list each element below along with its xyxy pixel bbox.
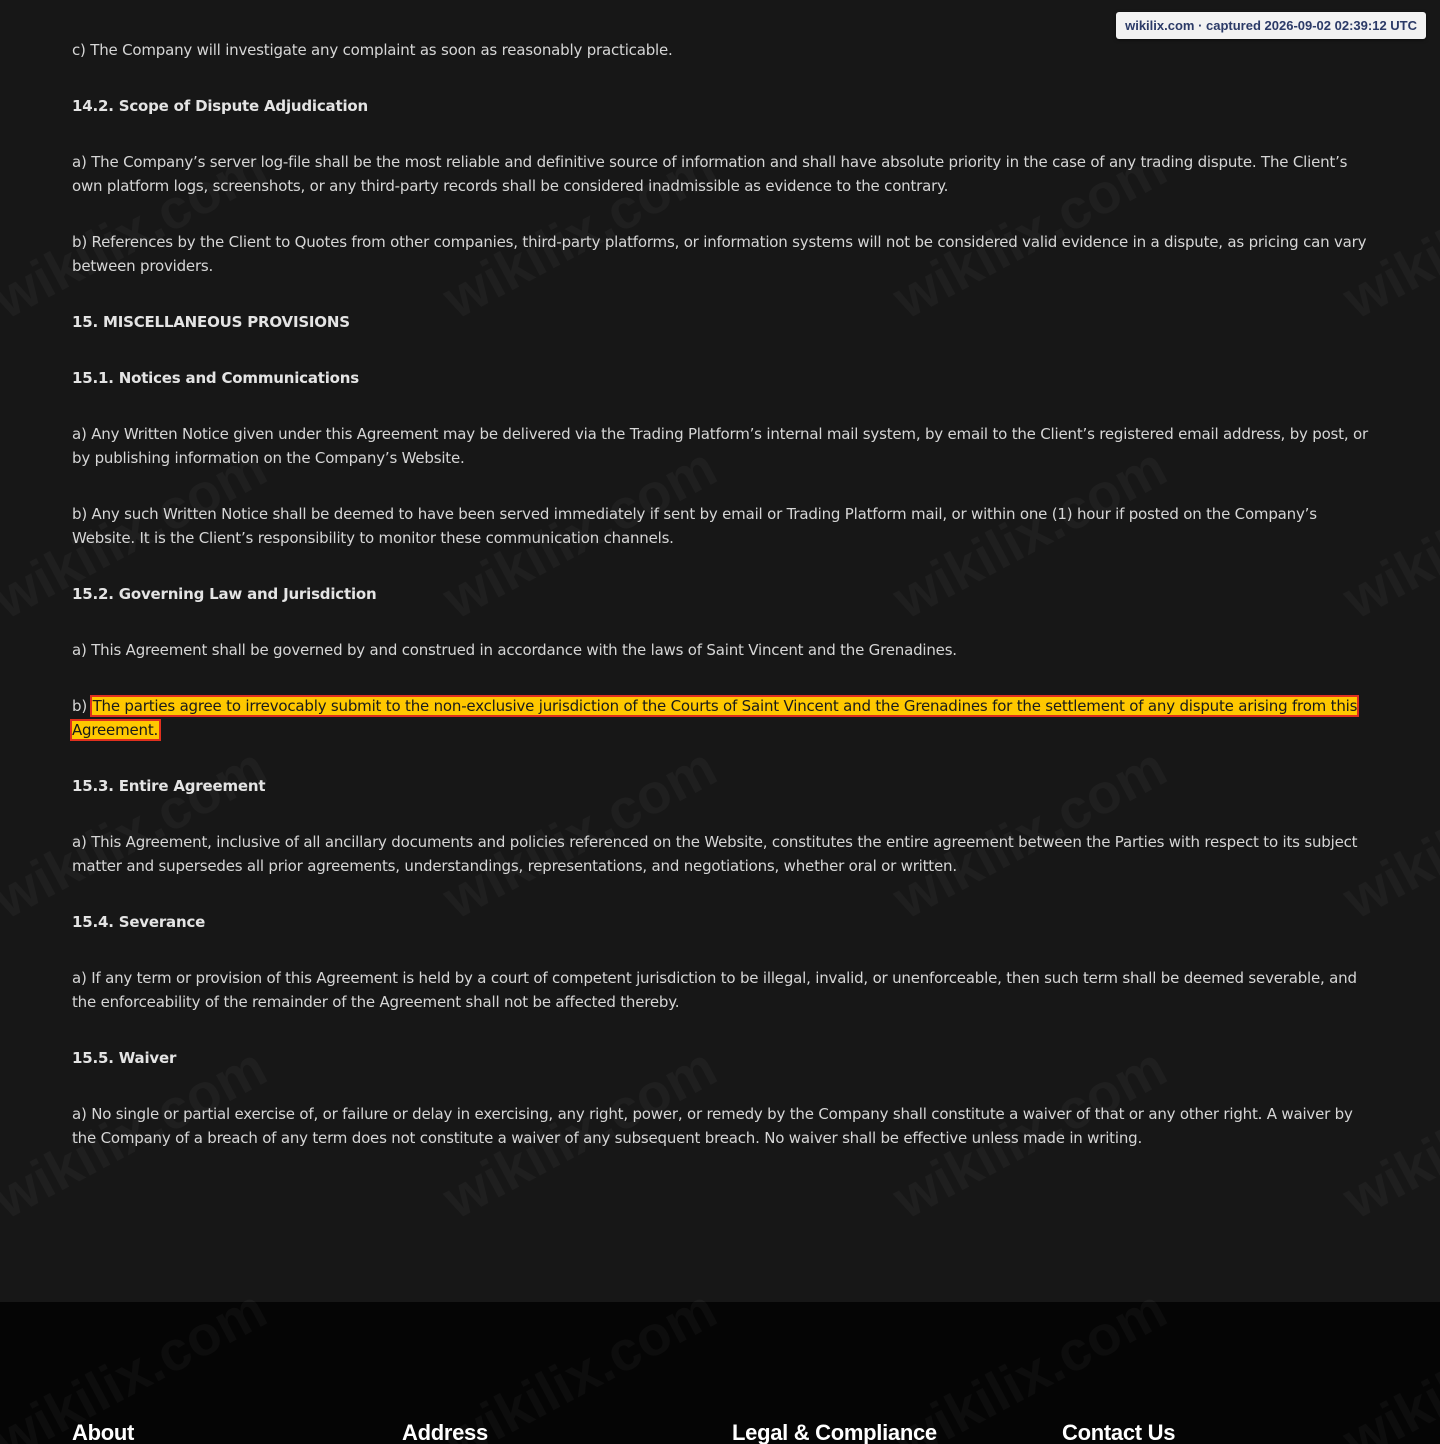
clause-15-1-a: a) Any Written Notice given under this Agreement may be delivered via the Trading Platform’s internal mail system, by email to the Client’s registered email address, by post, or by publishing information on the Company’s Website.	[72, 425, 1368, 467]
section-heading-15: 15. MISCELLANEOUS PROVISIONS	[72, 313, 350, 331]
footer-heading-legal[interactable]: Legal & Compliance	[732, 1420, 937, 1444]
clause-14-2-b: b) References by the Client to Quotes from other companies, third-party platforms, or information systems will not be considered valid evidence in a dispute, as pricing can vary between providers.	[72, 233, 1367, 275]
site-footer	[0, 1302, 1440, 1444]
clause-15-2-b	[72, 694, 1372, 742]
section-heading-15-3: 15.3. Entire Agreement	[72, 777, 266, 795]
watermark	[0, 1276, 277, 1444]
clause-14-2-a: a) The Company’s server log-file shall be the most reliable and definitive source of information and shall have absolute priority in the case of any trading dispute. The Client’s own platform logs, screenshots, or any third-party records shall be considered inadmissible as evidence to the contrary.	[72, 153, 1348, 195]
section-heading-15-2: 15.2. Governing Law and Jurisdiction	[72, 585, 377, 603]
watermark	[882, 1276, 1176, 1444]
clause-14-1-c: c) The Company will investigate any complaint as soon as reasonably practicable.	[72, 41, 673, 59]
section-heading-15-1: 15.1. Notices and Communications	[72, 369, 359, 387]
capture-stamp: wikilix.com · captured 2026-09-02 02:39:12 UTC	[1116, 12, 1426, 39]
footer-heading-address[interactable]: Address	[402, 1420, 488, 1444]
clause-15-2-b-prefix: b)	[72, 697, 87, 715]
footer-heading-contact[interactable]: Contact Us	[1062, 1420, 1176, 1444]
clause-15-2-a: a) This Agreement shall be governed by and construed in accordance with the laws of Saint Vincent and the Grenadines.	[72, 641, 957, 659]
section-heading-14-2: 14.2. Scope of Dispute Adjudication	[72, 97, 368, 115]
footer-heading-about[interactable]: About	[72, 1420, 135, 1444]
clause-15-3-a: a) This Agreement, inclusive of all ancillary documents and policies referenced on the Website, constitutes the entire agreement between the Parties with respect to its subject matter and supersedes all prior agreements, understandings, representations, and negotiations, whether oral or written.	[72, 833, 1358, 875]
section-heading-15-5: 15.5. Waiver	[72, 1049, 177, 1067]
clause-15-4-a: a) If any term or provision of this Agreement is held by a court of competent jurisdiction to be illegal, invalid, or unenforceable, then such term shall be deemed severable, and the enforceability of the remainder of the Agreement shall not be affected thereby.	[72, 969, 1357, 1011]
clause-15-1-b: b) Any such Written Notice shall be deemed to have been served immediately if sent by email or Trading Platform mail, or within one (1) hour if posted on the Company’s Website. It is the Client’s responsibility to monitor these communication channels.	[72, 505, 1317, 547]
watermark	[1332, 1276, 1440, 1444]
clause-15-5-a: a) No single or partial exercise of, or failure or delay in exercising, any right, power, or remedy by the Company shall constitute a waiver of that or any other right. A waiver by the Company of a breach of any term does not constitute a waiver of any subsequent breach. No waiver shall be effective unless made in writing.	[72, 1105, 1353, 1147]
highlighted-jurisdiction-text: The parties agree to irrevocably submit to the non-exclusive jurisdiction of the Courts of Saint Vincent and the Grenadines for the settlement of any dispute arising from this Agreement.	[72, 697, 1358, 739]
section-heading-15-4: 15.4. Severance	[72, 913, 206, 931]
watermark	[432, 1276, 726, 1444]
